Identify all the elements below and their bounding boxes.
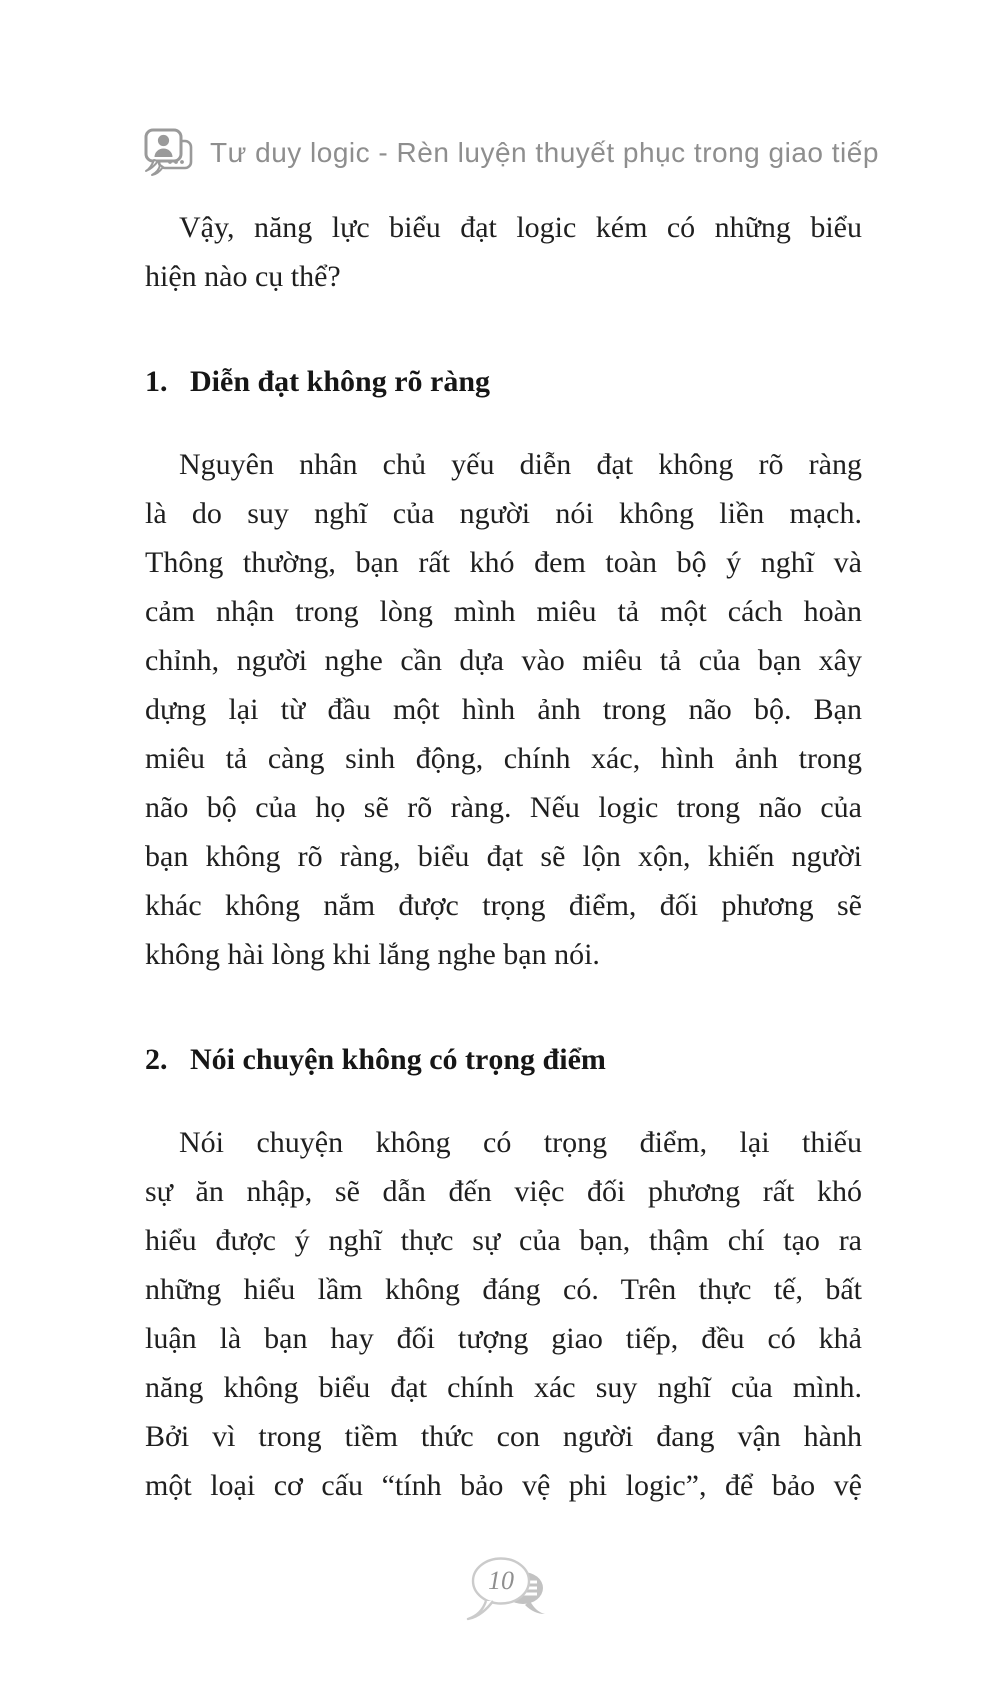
text-line: bạn không rõ ràng, biểu đạt sẽ lộn xộn, khiến người (145, 840, 862, 873)
text-line: Nguyên nhân chủ yếu diễn đạt không rõ ràng (179, 448, 862, 481)
section-1-paragraph (145, 440, 862, 979)
text-line: Thông thường, bạn rất khó đem toàn bộ ý nghĩ và (145, 546, 862, 579)
text-line: dựng lại từ đầu một hình ảnh trong não bộ. Bạn (145, 693, 862, 726)
text-line: hiểu được ý nghĩ thực sự của bạn, thậm chí tạo ra (145, 1224, 862, 1257)
text-line: chỉnh, người nghe cần dựa vào miêu tả của bạn xây (145, 644, 862, 677)
running-header-title: Tư duy logic - Rèn luyện thuyết phục trong giao tiếp (210, 137, 879, 168)
text-line: một loại cơ cấu “tính bảo vệ phi logic”, để bảo vệ (145, 1469, 862, 1502)
section-2-number: 2. (145, 1043, 168, 1076)
page-number-badge (448, 1550, 563, 1650)
running-header (143, 128, 879, 178)
text-line: Bởi vì trong tiềm thức con người đang vận hành (145, 1420, 862, 1453)
chat-person-icon (143, 128, 195, 178)
text-line: Vậy, năng lực biểu đạt logic kém có những biểu (179, 211, 862, 244)
text-line: não bộ của họ sẽ rõ ràng. Nếu logic trong não của (145, 791, 862, 824)
text-line: không hài lòng khi lắng nghe bạn nói. (145, 938, 600, 971)
intro-paragraph (145, 203, 862, 301)
section-2-paragraph (145, 1118, 862, 1510)
section-2-heading (145, 1035, 862, 1084)
page-text-column (145, 203, 862, 1510)
text-line: cảm nhận trong lòng mình miêu tả một cách hoàn (145, 595, 862, 628)
text-line: là do suy nghĩ của người nói không liền mạch. (145, 497, 862, 530)
section-2-title: Nói chuyện không có trọng điểm (190, 1043, 606, 1076)
speech-bubble-page-badge (448, 1550, 563, 1650)
text-line: Nói chuyện không có trọng điểm, lại thiếu (179, 1126, 862, 1159)
text-line: sự ăn nhập, sẽ dẫn đến việc đối phương rất khó (145, 1175, 862, 1208)
page-number: 10 (488, 1566, 514, 1595)
text-line: những hiểu lầm không đáng có. Trên thực tế, bất (145, 1273, 862, 1306)
text-line: khác không nắm được trọng điểm, đối phương sẽ (145, 889, 862, 922)
section-1-heading (145, 357, 862, 406)
text-line: luận là bạn hay đối tượng giao tiếp, đều có khả (145, 1322, 862, 1355)
section-1-number: 1. (145, 365, 168, 398)
text-line: miêu tả càng sinh động, chính xác, hình ảnh trong (145, 742, 862, 775)
text-line: hiện nào cụ thể? (145, 260, 341, 293)
section-1-title: Diễn đạt không rõ ràng (190, 365, 491, 398)
text-line: năng không biểu đạt chính xác suy nghĩ của mình. (145, 1371, 862, 1404)
